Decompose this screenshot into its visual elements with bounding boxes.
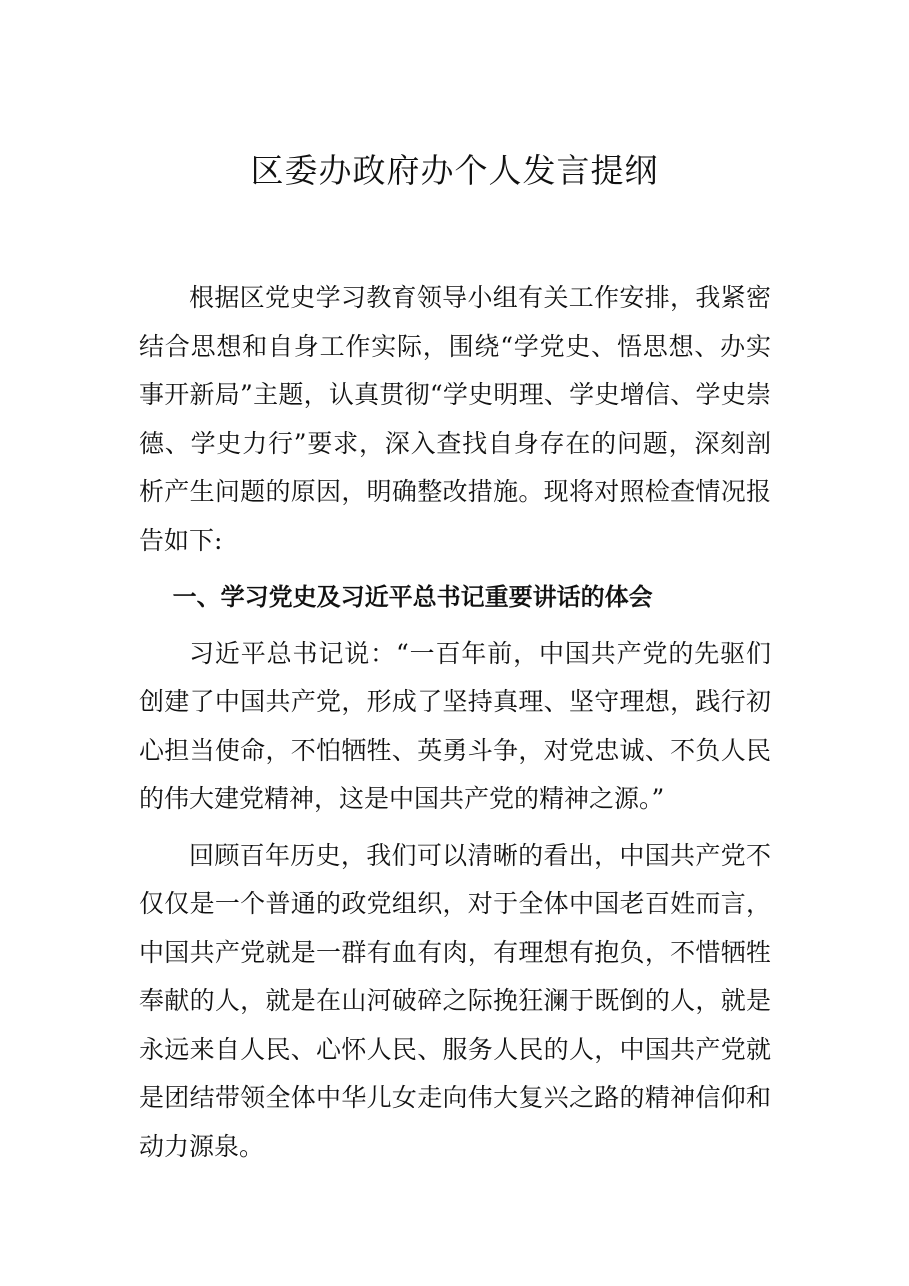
section-heading: 一、学习党史及习近平总书记重要讲话的体会 [172,583,653,611]
intro-paragraph: 根据区党史学习教育领导小组有关工作安排，我紧密结合思想和自身工作实际，围绕“学党史、悟思想、办实事开新局”主题，认真贯彻“学史明理、学史增信、学史崇德、学史力行”要求，深入查找自身存在的问题，深刻剖析产生问题的原因，明确整改措施。现将对照检查情况报告如下: [139,283,771,555]
history-paragraph: 回顾百年历史，我们可以清晰的看出，中国共产党不仅仅是一个普通的政党组织，对于全体中国老百姓而言，中国共产党就是一群有血有肉，有理想有抱负，不惜牺牲奉献的人，就是在山河破碎之际挽狂澜于既倒的人，就是永远来自人民、心怀人民、服务人民的人，中国共产党就是团结带领全体中华儿女走向伟大复兴之路的精神信仰和动力源泉。 [139,840,771,1161]
document-title: 区委办政府办个人发言提纲 [250,151,659,190]
quote-paragraph: 习近平总书记说：“一百年前，中国共产党的先驱们创建了中国共产党，形成了坚持真理、坚守理想，践行初心担当使命，不怕牺牲、英勇斗争，对党忠诚、不负人民的伟大建党精神，这是中国共产党的精神之源。” [139,638,771,813]
document-body [139,274,771,1179]
